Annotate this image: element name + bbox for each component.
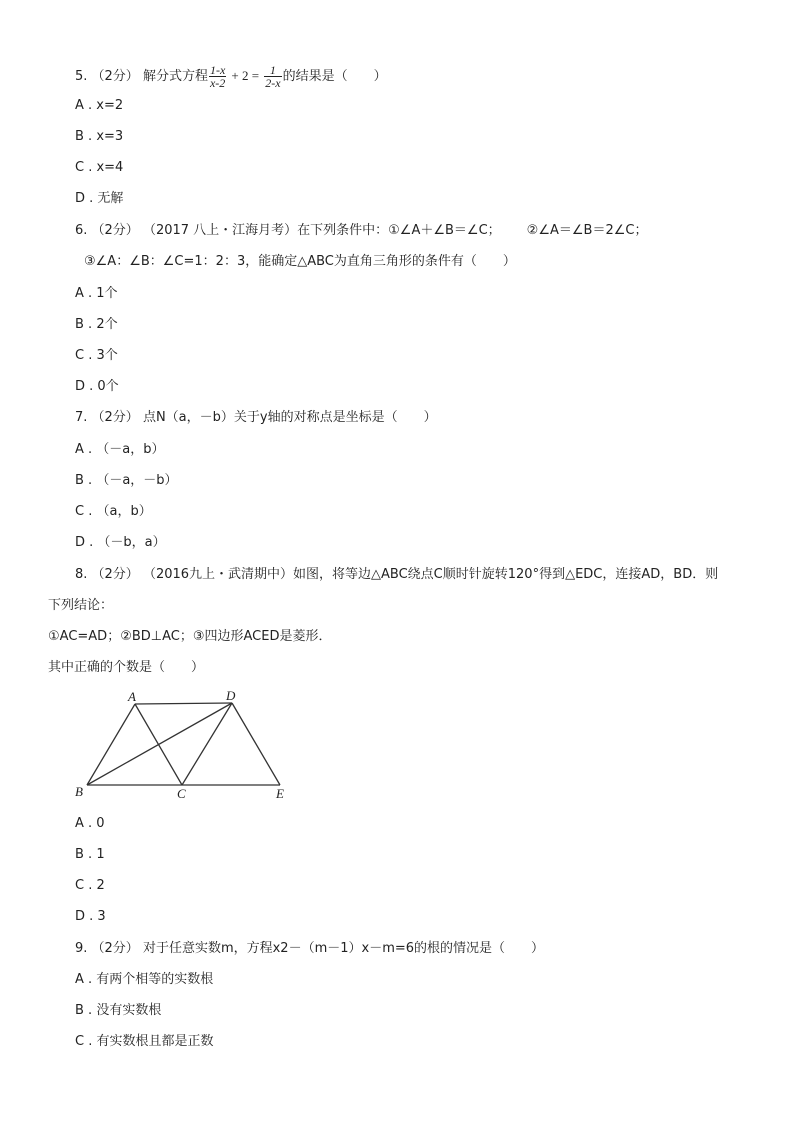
- label-c: C: [177, 786, 186, 801]
- q9-stem: 9. （2分） 对于任意实数m，方程x2－（m－1）x－m=6的根的情况是（ ）: [75, 941, 545, 956]
- q6-stem-line1: 6. （2分） （2017 八上・江海月考）在下列条件中：①∠A＋∠B＝∠C； ②∠A＝∠B＝2∠C；: [75, 223, 648, 238]
- q6-option-c[interactable]: C . 3个: [75, 348, 118, 363]
- q5-stem: [75, 64, 387, 89]
- q6-option-b[interactable]: B . 2个: [75, 317, 118, 332]
- q7-option-b[interactable]: B . （－a，－b）: [75, 473, 178, 488]
- q8-stem-line1: 8. （2分） （2016九上・武清期中）如图，将等边△ABC绕点C顺时针旋转120°得到△EDC，连接AD，BD．则: [75, 567, 719, 582]
- q8-geometry-figure: [70, 688, 310, 808]
- label-e: E: [276, 786, 284, 801]
- label-a: A: [128, 689, 136, 704]
- q8-option-c[interactable]: C . 2: [75, 878, 105, 893]
- q5-plus-equals: + 2 =: [231, 68, 260, 83]
- label-b: B: [75, 784, 83, 799]
- q8-stem-line2: 下列结论：: [48, 598, 114, 613]
- q8-option-a[interactable]: A . 0: [75, 816, 105, 831]
- q9-option-b[interactable]: B . 没有实数根: [75, 1003, 162, 1018]
- q5-fraction-1: $\frac{1-x}{x-2}$: [209, 63, 226, 90]
- q7-option-c[interactable]: C . （a，b）: [75, 504, 152, 519]
- q5-option-b[interactable]: B . x=3: [75, 129, 124, 144]
- segment-ab: [87, 704, 135, 785]
- segment-ad: [135, 703, 232, 704]
- q7-stem: 7. （2分） 点N（a，－b）关于y轴的对称点是坐标是（ ）: [75, 410, 437, 425]
- q8-option-b[interactable]: B . 1: [75, 847, 105, 862]
- q8-stem-line3: ①AC=AD；②BD⊥AC；③四边形ACED是菱形．: [48, 629, 332, 644]
- segment-de: [232, 703, 280, 785]
- q5-stem-suffix: 的结果是（ ）: [282, 69, 387, 84]
- segment-bd: [87, 703, 232, 785]
- q5-stem-prefix: 5. （2分） 解分式方程: [75, 69, 208, 84]
- q9-option-c[interactable]: C . 有实数根且都是正数: [75, 1034, 214, 1049]
- q5-fraction-2: $\frac{1}{2-x}$: [265, 63, 281, 90]
- segment-cd: [182, 703, 232, 785]
- q7-option-a[interactable]: A . （－a，b）: [75, 442, 165, 457]
- q5-option-d[interactable]: D . 无解: [75, 191, 124, 206]
- q6-stem-line2: ③∠A：∠B：∠C=1：2：3，能确定△ABC为直角三角形的条件有（ ）: [84, 254, 516, 269]
- q8-option-d[interactable]: D . 3: [75, 909, 106, 924]
- q8-stem-line4: 其中正确的个数是（ ）: [48, 660, 205, 675]
- q5-option-c[interactable]: C . x=4: [75, 160, 124, 175]
- q6-option-a[interactable]: A . 1个: [75, 286, 118, 301]
- q9-option-a[interactable]: A . 有两个相等的实数根: [75, 972, 214, 987]
- q5-option-a[interactable]: A . x=2: [75, 98, 124, 113]
- label-d: D: [226, 688, 236, 703]
- q6-option-d[interactable]: D . 0个: [75, 379, 119, 394]
- q7-option-d[interactable]: D . （－b，a）: [75, 535, 166, 550]
